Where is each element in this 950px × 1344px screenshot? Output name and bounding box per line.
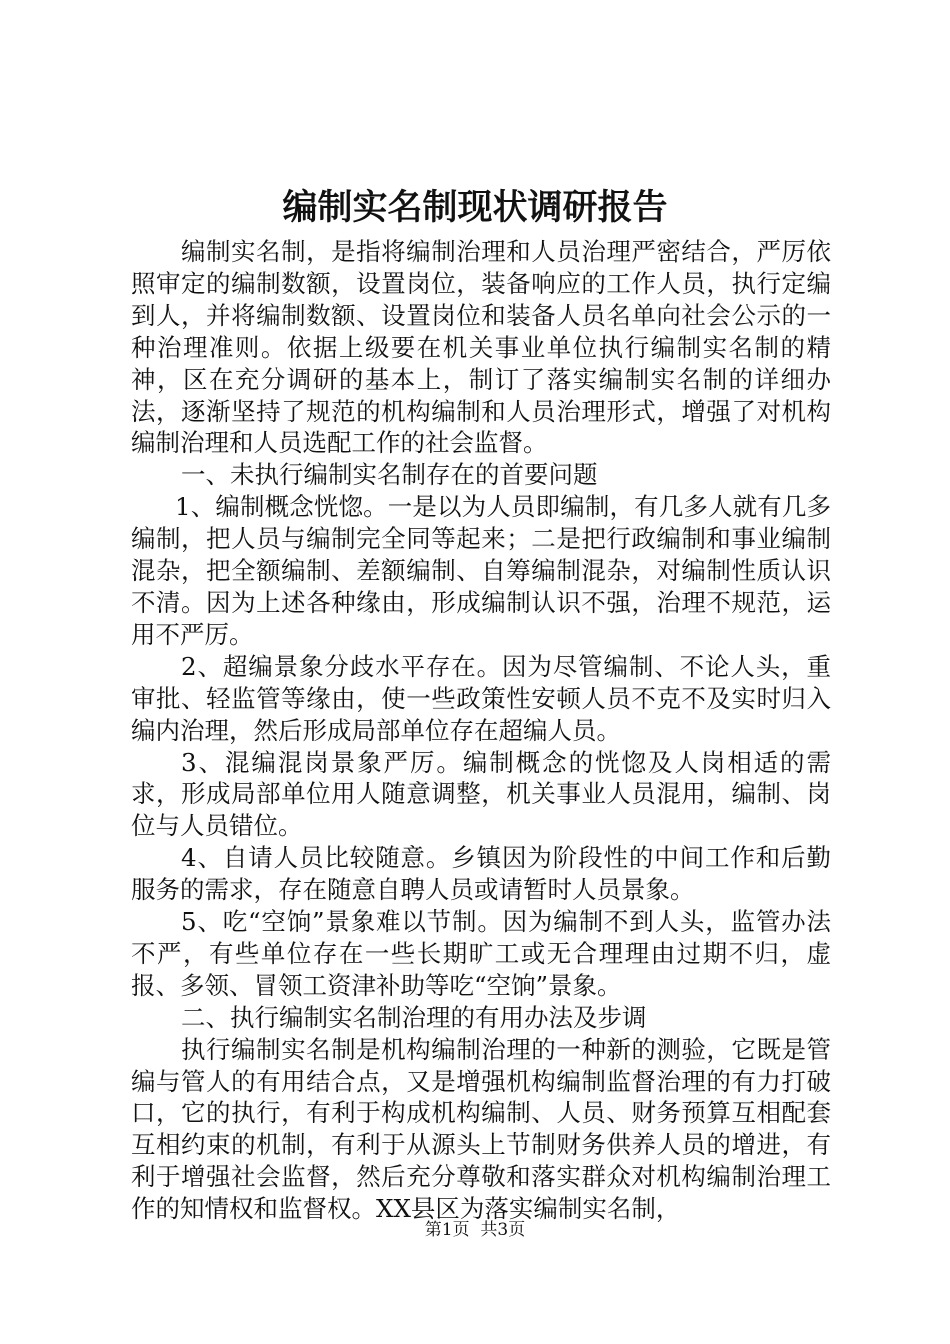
paragraph-section-2: 执行编制实名制是机构编制治理的一种新的测验，它既是管编与管人的有用结合点，又是增强机构编制监督治理的有力打破口，它的执行，有利于构成机构编制、人员、财务预算互相配套互相约束的机制，有利于从源头上节制财务供养人员的增进，有利于增强社会监督，然后充分尊敬和落实群众对机构编制治理工作的知情权和监督权。XX县区为落实编制实名制， (131, 1034, 831, 1224)
paragraph-item-1: 1、编制概念恍惚。一是以为人员即编制，有几多人就有几多编制，把人员与编制完全同等起来；二是把行政编制和事业编制混杂，把全额编制、差额编制、自筹编制混杂，对编制性质认识不清。因为上述各种缘由，形成编制认识不强，治理不规范，运用不严厉。 (131, 492, 831, 649)
paragraph-item-3: 3、混编混岗景象严厉。编制概念的恍惚及人岗相适的需求，形成局部单位用人随意调整，机关事业人员混用，编制、岗位与人员错位。 (131, 747, 831, 841)
section-heading-1: 一、未执行编制实名制存在的首要问题 (181, 460, 598, 490)
page-number: 第1页 共3页 (424, 1220, 526, 1240)
document-title: 编制实名制现状调研报告 (282, 187, 668, 228)
section-heading-2: 二、执行编制实名制治理的有用办法及步调 (181, 1002, 647, 1032)
paragraph-item-2: 2、超编景象分歧水平存在。因为尽管编制、不论人头，重审批、轻监管等缘由，使一些政策性安顿人员不克不及实时归入编内治理，然后形成局部单位存在超编人员。 (131, 651, 831, 745)
paragraph-item-4: 4、自请人员比较随意。乡镇因为阶段性的中间工作和后勤服务的需求，存在随意自聘人员或请暂时人员景象。 (131, 843, 831, 905)
page-footer (0, 1218, 950, 1242)
paragraph-intro: 编制实名制，是指将编制治理和人员治理严密结合，严厉依照审定的编制数额，设置岗位，装备响应的工作人员，执行定编到人，并将编制数额、设置岗位和装备人员名单向社会公示的一种治理准则。依据上级要在机关事业单位执行编制实名制的精神，区在充分调研的基本上，制订了落实编制实名制的详细办法，逐渐坚持了规范的机构编制和人员治理形式，增强了对机构编制治理和人员选配工作的社会监督。 (131, 237, 831, 458)
document-body (131, 236, 831, 1225)
paragraph-item-5: 5、吃“空饷”景象难以节制。因为编制不到人头，监管办法不严，有些单位存在一些长期旷工或无合理理由过期不归，虚报、多领、冒领工资津补助等吃“空饷”景象。 (131, 907, 831, 1000)
